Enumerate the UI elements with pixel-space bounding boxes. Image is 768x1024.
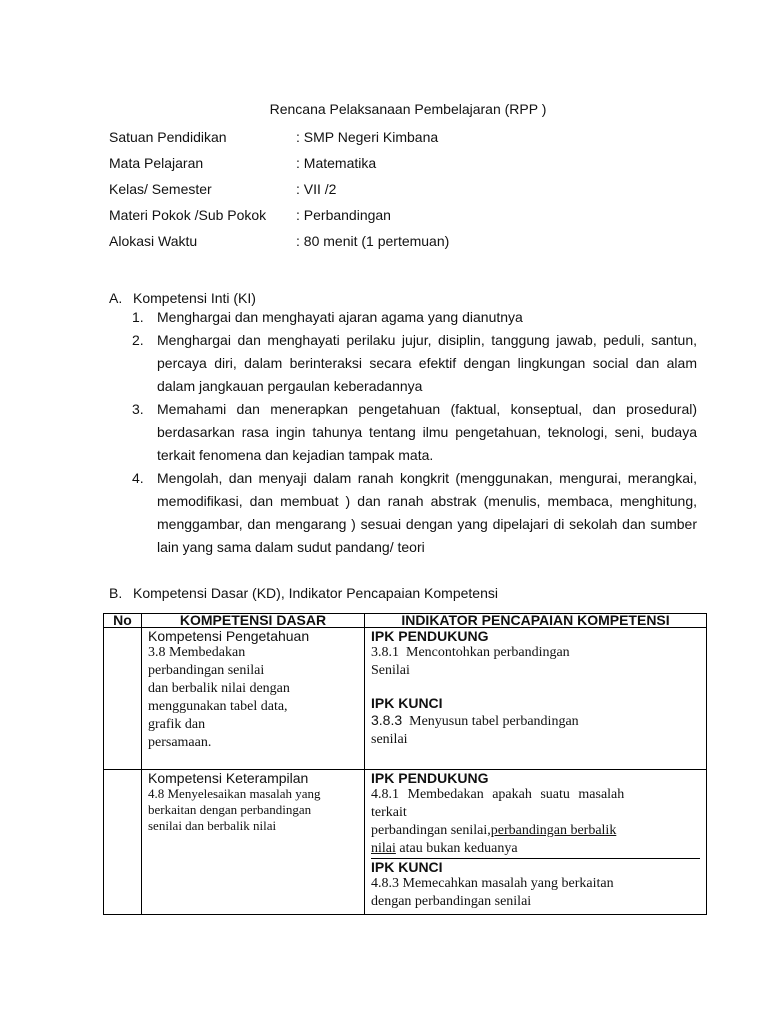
header-indikator: INDIKATOR PENCAPAIAN KOMPETENSI <box>365 614 707 628</box>
kd-line: perbandingan senilai <box>148 663 265 678</box>
identity-value: : VII /2 <box>296 181 337 197</box>
list-item <box>132 467 697 559</box>
kd-table <box>103 613 707 915</box>
ipk-line <box>371 822 700 840</box>
list-number: 2. <box>132 332 144 348</box>
cell-indikator <box>365 770 707 915</box>
identity-value: : Perbandingan <box>296 207 391 223</box>
ipk-line: terkait <box>371 805 407 820</box>
ipk-line: dengan perbandingan senilai <box>371 894 532 909</box>
ipk-line-text: Menyusun tabel perbandingan <box>402 714 579 729</box>
section-b-heading <box>109 585 498 601</box>
ipk-line: senilai <box>371 732 408 747</box>
kd-heading: Kompetensi Keterampilan <box>148 770 309 786</box>
list-text: Mengolah, dan menyaji dalam ranah kongkrit (menggunakan, mengurai, merangkai, memodifikasi, dan membuat ) dan ranah abstrak (menulis, membaca, menghitung, menggambar, dan mengarang ) sesuai dengan yang dipelajari di sekolah dan sumber lain yang sama dalam sudut pandang/ teori <box>157 470 697 555</box>
list-text: Memahami dan menerapkan pengetahuan (faktual, konseptual, dan prosedural) berdasarkan rasa ingin tahunya tentang ilmu pengetahuan, teknologi, seni, budaya terkait fenomena dan kejadian tampak mata. <box>157 401 697 463</box>
ipk-text-underlined: nilai <box>371 841 396 856</box>
ipk-kunci-label: IPK KUNCI <box>371 695 443 711</box>
cell-kompetensi-dasar <box>142 628 365 770</box>
section-title: Kompetensi Dasar (KD), Indikator Pencapaian Kompetensi <box>133 585 498 601</box>
ipk-kunci-text <box>371 875 700 911</box>
ipk-text-underlined: perbandingan berbalik <box>490 823 617 838</box>
identity-label: Materi Pokok /Sub Pokok <box>109 207 267 223</box>
list-item <box>132 398 697 467</box>
kd-line: 4.8 Menyelesaikan masalah yang <box>148 786 321 801</box>
identity-value: : 80 menit (1 pertemuan) <box>296 233 450 249</box>
identity-label: Kelas/ Semester <box>109 181 212 197</box>
header-no: No <box>104 614 142 628</box>
ipk-text-plain: perbandingan senilai, <box>371 823 491 838</box>
ipk-line: 3.8.1 Mencontohkan perbandingan <box>371 645 570 660</box>
kd-line: 3.8 Membedakan <box>148 645 246 660</box>
ipk-pendukung-label: IPK PENDUKUNG <box>371 628 489 644</box>
ipk-line <box>371 711 700 731</box>
list-number: 4. <box>132 470 144 486</box>
list-item <box>132 306 697 329</box>
ipk-text-plain: atau bukan keduanya <box>395 841 518 856</box>
ipk-kunci-label: IPK KUNCI <box>371 859 443 875</box>
table-row <box>104 770 707 915</box>
ipk-line: 4.8.1 Membedakan apakah suatu masalah <box>371 787 625 802</box>
kd-text <box>148 786 358 834</box>
table-row <box>104 628 707 770</box>
section-title: Kompetensi Inti (KI) <box>133 290 256 306</box>
document-title: Rencana Pelaksanaan Pembelajaran (RPP ) <box>269 101 547 117</box>
list-text: Menghargai dan menghayati ajaran agama yang dianutnya <box>157 309 523 325</box>
section-letter: A. <box>109 290 123 306</box>
cell-kompetensi-dasar <box>142 770 365 915</box>
kd-line: senilai dan berbalik nilai <box>148 818 277 833</box>
list-text: Menghargai dan menghayati perilaku jujur, disiplin, tanggung jawab, peduli, santun, percaya diri, dalam berinteraksi secara efektif dengan lingkungan social dan alam dalam jangkauan pergaulan keberadannya <box>157 332 697 394</box>
identity-value: : Matematika <box>296 155 377 171</box>
kd-heading: Kompetensi Pengetahuan <box>148 628 310 644</box>
kd-line: persamaan. <box>148 735 212 750</box>
list-item <box>132 329 697 398</box>
ipk-pendukung-text <box>371 786 700 858</box>
cell-no <box>104 628 142 770</box>
ipk-line <box>371 840 700 858</box>
identity-label: Mata Pelajaran <box>109 155 204 171</box>
ki-list <box>132 306 697 559</box>
kd-text <box>148 644 358 752</box>
header-kompetensi-dasar: KOMPETENSI DASAR <box>142 614 365 628</box>
identity-label: Satuan Pendidikan <box>109 129 227 145</box>
kd-line: grafik dan <box>148 717 206 732</box>
cell-no <box>104 770 142 915</box>
kd-line: berkaitan dengan perbandingan <box>148 802 312 817</box>
list-number: 1. <box>132 309 144 325</box>
section-letter: B. <box>109 585 123 601</box>
list-number: 3. <box>132 401 144 417</box>
ipk-code: 3.8.3 <box>371 712 403 728</box>
ipk-line: 4.8.3 Memecahkan masalah yang berkaitan <box>371 876 614 891</box>
cell-indikator <box>365 628 707 770</box>
section-a-heading <box>109 290 256 306</box>
ipk-pendukung-label: IPK PENDUKUNG <box>371 770 489 786</box>
ipk-pendukung-text <box>371 644 700 680</box>
identity-label: Alokasi Waktu <box>109 233 198 249</box>
kd-line: dan berbalik nilai dengan <box>148 681 290 696</box>
table-header-row <box>104 614 707 628</box>
ipk-line: Senilai <box>371 663 410 678</box>
identity-value: : SMP Negeri Kimbana <box>296 129 439 145</box>
kd-line: menggunakan tabel data, <box>148 699 288 714</box>
ipk-kunci-text <box>371 711 700 749</box>
